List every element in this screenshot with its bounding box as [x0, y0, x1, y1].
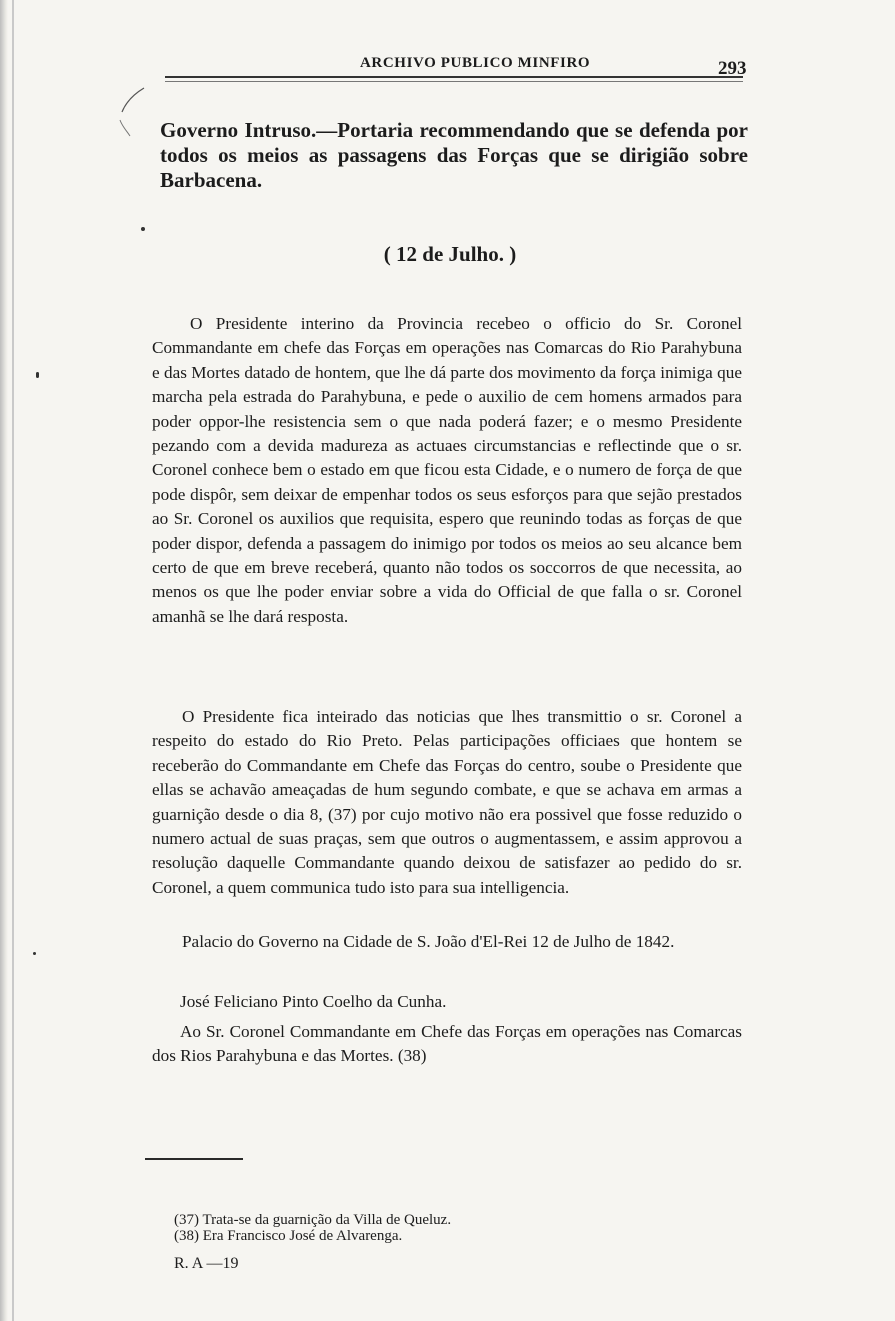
- page-edge-line: [12, 0, 14, 1321]
- footnote-item: (38) Era Francisco José de Alvarenga.: [174, 1228, 403, 1244]
- place-date-line: Palacio do Governo na Cidade de S. João d'El-Rei 12 de Julho de 1842.: [182, 932, 675, 951]
- page-left-edge: [0, 0, 8, 1321]
- body-paragraph: O Presidente interino da Provincia recebeo o officio do Sr. Coronel Commandante em chefe das Forças em operações nas Comarcas do Rio Parahybuna e das Mortes datado de hontem, que lhe dá parte dos movimento da força inimiga que marcha pela estrada do Parahybuna, e pede o auxilio de cem homens armados para poder oppor-lhe resistencia sem o que nada poderá fazer; e o mesmo Presidente pezando com a devida madureza as actuaes circumstancias e reflectinde que o sr. Coronel conhece bem o estado em que ficou esta Cidade, e o numero de força de que pode dispôr, sem deixar de empenhar todos os seus esforços para que sejão prestados ao Sr. Coronel os auxilios que requisita, espero que reunindo todas as forças de que poder dispor, defenda a passagem do inimigo por todos os meios ao seu alcance bem certo de que em breve receberá, quanto não todos os soccorros de que necessita, ao menos os que lhe poder enviar sobre a vida do Official de que falla o sr. Coronel amanhã se lhe dará resposta.: [152, 314, 742, 626]
- printer-signature-mark: R. A —19: [174, 1255, 239, 1272]
- footnote-rule: [145, 1158, 243, 1160]
- stray-ink-dot: [141, 227, 145, 231]
- running-head: ARCHIVO PUBLICO MINFIRO: [360, 55, 591, 71]
- document-date: ( 12 de Julho. ): [383, 242, 517, 266]
- footnote-item: (37) Trata-se da guarnição da Villa de Queluz.: [174, 1212, 452, 1228]
- addressee-line: Ao Sr. Coronel Commandante em Chefe das Forças em operações nas Comarcas dos Rios Parahybuna e das Mortes. (38): [152, 1022, 742, 1066]
- stray-ink-mark: [36, 372, 39, 378]
- footnotes: [174, 1212, 594, 1244]
- document-title: Governo Intruso.—Portaria recommendando que se defenda por todos os meios as passagens das Forças que se dirigião sobre Barbacena.: [160, 118, 748, 192]
- page-number: 293: [718, 58, 747, 79]
- stray-ink-dot: [33, 952, 36, 955]
- margin-pencil-mark: [112, 86, 152, 141]
- signature-line: José Feliciano Pinto Coelho da Cunha.: [180, 992, 447, 1011]
- header-rule: [165, 76, 743, 82]
- body-paragraph: O Presidente fica inteirado das noticias que lhes transmittio o sr. Coronel a respeito do estado do Rio Preto. Pelas participações officiaes que hontem se receberão do Commandante em Chefe das Forças do centro, soube o Presidente que ellas se achavão ameaçadas de hum segundo combate, e que se achava em armas a guarnição desde o dia 8, (37) por cujo motivo não era possivel que fosse reduzido o numero actual de suas praças, sem que outros o augmentassem, e assim approvou a resolução daquelle Commandante quando deixou de satisfazer ao pedido do sr. Coronel, a quem communica tudo isto para sua intelligencia.: [152, 707, 742, 897]
